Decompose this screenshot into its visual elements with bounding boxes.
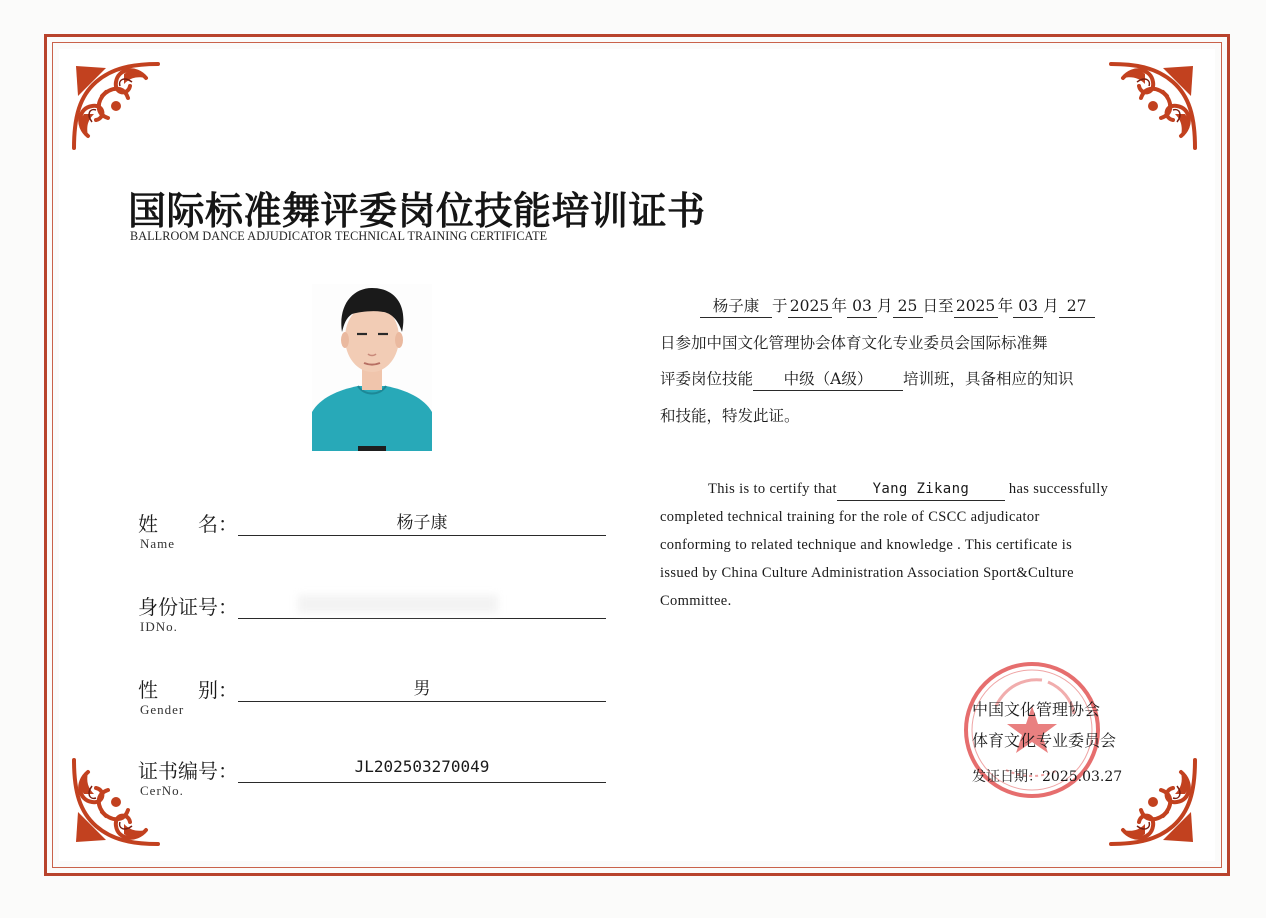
cert-no-label-cn: 证书编号： bbox=[138, 759, 238, 783]
en-line1-suffix: has successfully bbox=[1008, 481, 1109, 497]
cn-word-ri-zhi: 日至 bbox=[922, 297, 954, 315]
issuer-line-2: 体育文化专业委员会 bbox=[972, 731, 1117, 750]
id-label-cn: 身份证号： bbox=[138, 595, 238, 619]
cn-word-nian: 年 bbox=[831, 297, 848, 315]
id-label-en: IDNo. bbox=[140, 619, 178, 634]
gender-underline bbox=[238, 701, 606, 702]
english-statement-line-3: conforming to related technique and knowledge . This certificate is bbox=[660, 537, 1073, 553]
cn-word-yu: 于 bbox=[772, 297, 788, 315]
cert-no-value: JL202503270049 bbox=[354, 757, 490, 776]
name-value: 杨子康 bbox=[396, 513, 448, 533]
english-statement-line-4: issued by China Culture Administration Association Sport&Culture bbox=[660, 565, 1074, 581]
cn-line3-suffix: 培训班，具备相应的知识 bbox=[903, 370, 1074, 388]
en-recipient-name: Yang Zikang bbox=[837, 478, 1005, 501]
cert-no-label-en: CerNo. bbox=[140, 783, 184, 798]
portrait-photo bbox=[312, 284, 432, 451]
cn-recipient-name: 杨子康 bbox=[700, 295, 772, 318]
issue-date-value: 2025.03.27 bbox=[1042, 769, 1123, 785]
cn-line3-prefix: 评委岗位技能 bbox=[660, 370, 754, 388]
cn-start-month: 03 bbox=[847, 295, 877, 318]
issuer-line-1: 中国文化管理协会 bbox=[972, 700, 1101, 719]
cn-end-year: 2025 bbox=[954, 295, 998, 318]
cn-start-year: 2025 bbox=[788, 295, 832, 318]
english-statement bbox=[660, 475, 1160, 615]
gender-label-cn: 性 别： bbox=[138, 678, 238, 702]
cn-word-yue: 月 bbox=[877, 297, 893, 315]
name-label-en: Name bbox=[140, 536, 176, 551]
id-underline bbox=[238, 618, 606, 619]
issuer-block bbox=[972, 694, 1116, 756]
chinese-statement-line-4: 和技能，特发此证。 bbox=[660, 406, 800, 425]
corner-ornament-icon bbox=[1103, 56, 1203, 156]
chinese-statement-line-3 bbox=[660, 361, 1160, 398]
issue-date-label: 发证日期： bbox=[972, 769, 1042, 785]
certificate-title-cn: 国际标准舞评委岗位技能培训证书 bbox=[128, 188, 706, 233]
cn-word-yue-2: 月 bbox=[1043, 297, 1059, 315]
cn-word-nian-2: 年 bbox=[997, 297, 1014, 315]
name-field bbox=[138, 508, 608, 558]
id-number-field bbox=[138, 591, 608, 641]
name-underline bbox=[238, 535, 606, 536]
cn-training-level: 中级（A级） bbox=[753, 368, 903, 391]
issue-date bbox=[972, 766, 1122, 786]
english-statement-line-2: completed technical training for the role of CSCC adjudicator bbox=[660, 509, 1040, 525]
gender-field bbox=[138, 674, 608, 724]
en-line1-prefix: This is to certify that bbox=[708, 481, 837, 497]
certificate-number-field bbox=[138, 755, 608, 805]
english-statement-line-5: Committee. bbox=[660, 593, 732, 609]
gender-value: 男 bbox=[413, 679, 431, 699]
gender-label-en: Gender bbox=[140, 702, 185, 717]
chinese-statement bbox=[660, 288, 1160, 434]
cn-start-day: 25 bbox=[893, 295, 923, 318]
cert-no-underline bbox=[238, 782, 606, 783]
certificate-title-en: BALLROOM DANCE ADJUDICATOR TECHNICAL TRAINING CERTIFICATE bbox=[130, 229, 548, 243]
redacted-id-number bbox=[298, 595, 498, 613]
english-statement-line-1 bbox=[660, 475, 1160, 503]
cn-end-day: 27 bbox=[1059, 295, 1095, 318]
cn-end-month: 03 bbox=[1013, 295, 1043, 318]
chinese-statement-line-1 bbox=[660, 288, 1160, 325]
name-label-cn: 姓 名： bbox=[138, 512, 238, 536]
corner-ornament-icon bbox=[66, 56, 166, 156]
chinese-statement-line-2: 日参加中国文化管理协会体育文化专业委员会国际标准舞 bbox=[660, 333, 1048, 352]
